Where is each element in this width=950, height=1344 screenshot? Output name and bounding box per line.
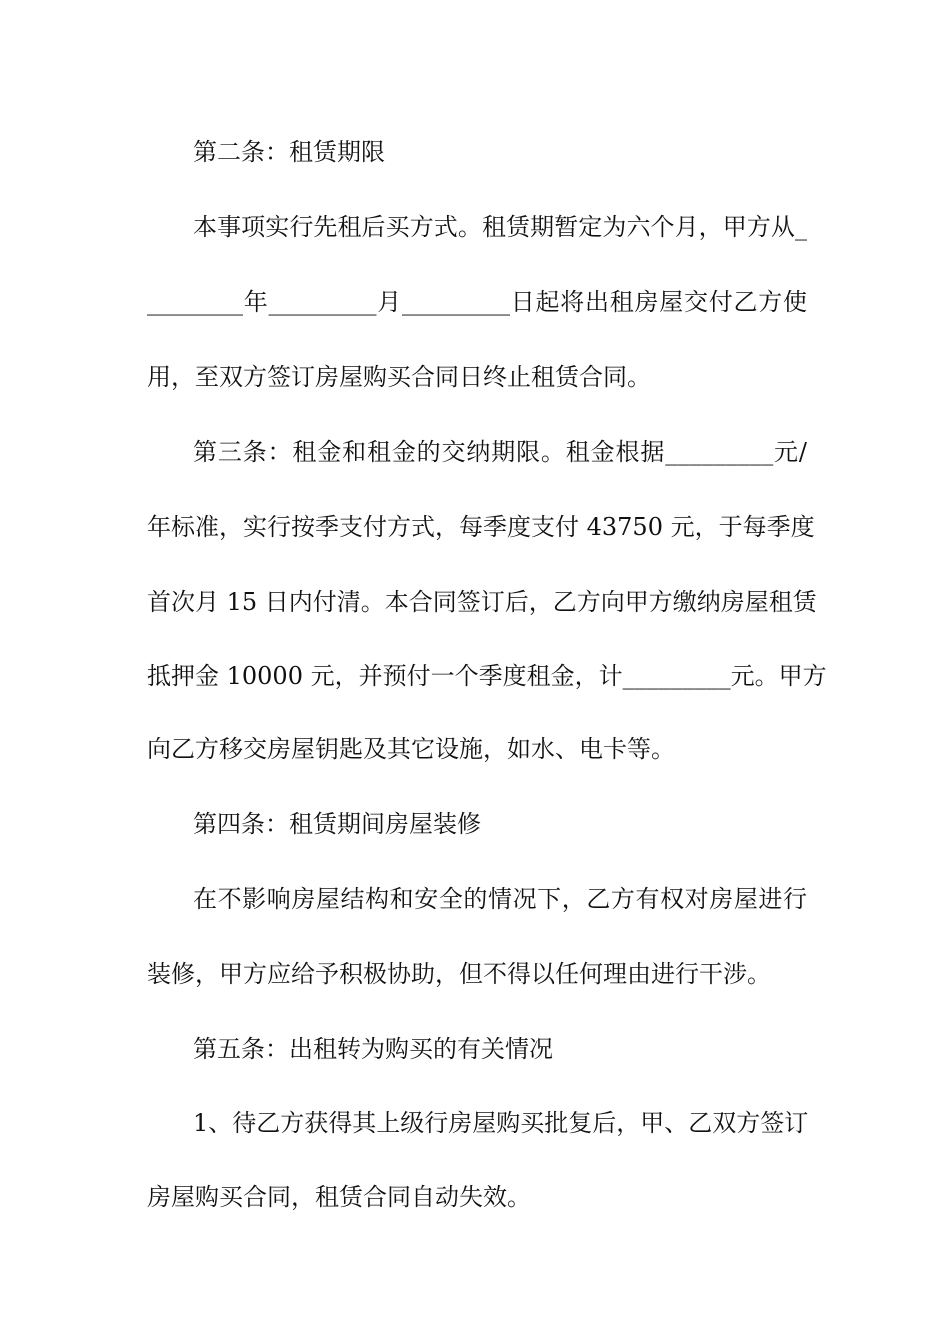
paragraph-line: 年标准，实行按季支付方式，每季度支付 43750 元，于每季度 [147, 513, 815, 541]
paragraph-line: 本事项实行先租后买方式。租赁期暂定为六个月，甲方从_ [193, 213, 807, 241]
paragraph-line: 在不影响房屋结构和安全的情况下，乙方有权对房屋进行 [193, 885, 807, 913]
article-2-heading: 第二条：租赁期限 [193, 138, 385, 166]
paragraph-line: 房屋购买合同，租赁合同自动失效。 [147, 1183, 531, 1211]
paragraph-line: 抵押金 10000 元，并预付一个季度租金，计_________元。甲方 [147, 662, 827, 690]
paragraph-line: ________年_________月_________日起将出租房屋交付乙方使 [147, 288, 807, 316]
article-4-heading: 第四条：租赁期间房屋装修 [193, 810, 481, 838]
paragraph-line: 首次月 15 日内付清。本合同签订后，乙方向甲方缴纳房屋租赁 [147, 588, 817, 616]
paragraph-line: 用，至双方签订房屋购买合同日终止租赁合同。 [147, 363, 651, 391]
paragraph-line: 装修，甲方应给予积极协助，但不得以任何理由进行干涉。 [147, 960, 771, 988]
paragraph-line: 向乙方移交房屋钥匙及其它设施，如水、电卡等。 [147, 735, 675, 763]
article-5-heading: 第五条：出租转为购买的有关情况 [193, 1035, 553, 1063]
article-3-line: 第三条：租金和租金的交纳期限。租金根据_________元/ [193, 438, 807, 466]
list-item: 1、待乙方获得其上级行房屋购买批复后，甲、乙双方签订 [193, 1109, 809, 1137]
